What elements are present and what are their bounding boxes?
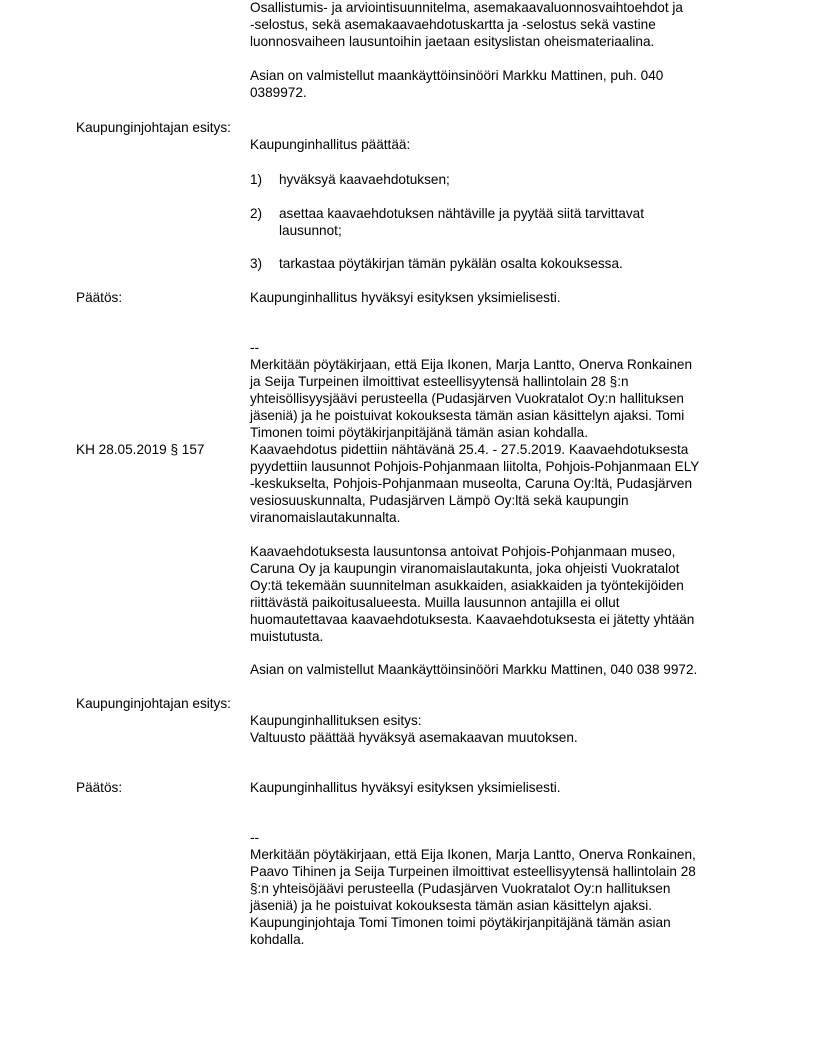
proposal-item-number: 2) (250, 206, 263, 221)
decision-text: Kaupunginhallitus hyväksyi esityksen yksimielisesti. (250, 780, 561, 795)
preparer-paragraph: Asian on valmistellut Maankäyttöinsinööri Markku Mattinen, 040 038 9972. (250, 662, 698, 677)
proposal-item-number: 1) (250, 172, 263, 187)
preparer-paragraph: Asian on valmistellut maankäyttöinsinööri Markku Mattinen, puh. 040 0389972. (250, 68, 664, 100)
proposal-item-number: 3) (250, 256, 263, 271)
proposal-label: Kaupunginjohtajan esitys: (76, 696, 231, 711)
separator-dash: -- (250, 830, 260, 845)
meeting-reference: KH 28.05.2019 § 157 (76, 442, 205, 457)
proposal-item-text: tarkastaa pöytäkirjan tämän pykälän osalta kokouksessa. (279, 256, 623, 271)
proposal-item-text: asettaa kaavaehdotuksen nähtäville ja pyytää siitä tarvittavat lausunnot; (279, 206, 644, 238)
separator-dash: -- (250, 340, 260, 355)
recusal-note: Merkitään pöytäkirjaan, että Eija Ikonen, Marja Lantto, Onerva Ronkainen ja Seija Turpeinen ilmoittivat esteellisyytensä hallintolain 28 §:n yhteisöllisyysjäävi perusteella (Pudasjärven Vuokratalot Oy:n hallituksen jäseniä) ja he poistuivat kokouksesta tämän asian käsittelyn ajaksi. Tomi Timonen toimi pöytäkirjanpitäjänä tämän asian kohdalla. (250, 357, 693, 440)
proposal-label: Kaupunginjohtajan esitys: (76, 120, 231, 135)
decision-label: Päätös: (76, 290, 123, 305)
display-period-paragraph: Kaavaehdotus pidettiin nähtävänä 25.4. - 27.5.2019. Kaavaehdotuksesta pyydettiin lausunnot Pohjois-Pohjanmaan liitolta, Pohjois-Pohjanmaan ELY -keskukselta, Pohjois-Pohjanmaan museolta, Caruna Oy:ltä, Pudasjärven vesiosuuskunnalta, Pudasjärven Lämpö Oy:ltä sekä kaupungin viranomaislautakunnalta. (250, 442, 700, 525)
decision-label: Päätös: (76, 780, 123, 795)
proposal-item-text: hyväksyä kaavaehdotuksen; (279, 172, 450, 187)
attachments-paragraph: Osallistumis- ja arviointisuunnitelma, asemakaavaluonnosvaihtoehdot ja -selostus, sekä asemakaavaehdotuskartta ja -selostus sekä vastine luonnosvaiheen lausuntoihin jaetaan esityslistan oheismateriaalina. (250, 0, 683, 49)
statements-paragraph: Kaavaehdotuksesta lausuntonsa antoivat Pohjois-Pohjanmaan museo, Caruna Oy ja kaupungin viranomaislautakunta, joka ohjeisti Vuokratalot Oy:tä tekemään suunnitelman asukkaiden, asiakkaiden ja työntekijöiden riittävästä paikoitusalueesta. Muilla lausunnon antajilla ei ollut huomautettavaa kaavaehdotuksesta. Kaavaehdotuksesta ei jätetty yhtään muistutusta. (250, 544, 695, 644)
proposal-text: Kaupunginhallituksen esitys: Valtuusto päättää hyväksyä asemakaavan muutoksen. (250, 713, 578, 745)
proposal-intro: Kaupunginhallitus päättää: (250, 137, 411, 152)
decision-text: Kaupunginhallitus hyväksyi esityksen yksimielisesti. (250, 290, 561, 305)
recusal-note: Merkitään pöytäkirjaan, että Eija Ikonen, Marja Lantto, Onerva Ronkainen, Paavo Tihinen ja Seija Turpeinen ilmoittivat esteellisyytensä hallintolain 28 §:n yhteisöjäävi perusteella (Pudasjärven Vuokratalot Oy:n hallituksen jäseniä) ja he poistuivat kokouksesta tämän asian käsittelyn ajaksi. Kaupunginjohtaja Tomi Timonen toimi pöytäkirjanpitäjänä tämän asian kohdalla. (250, 847, 696, 947)
